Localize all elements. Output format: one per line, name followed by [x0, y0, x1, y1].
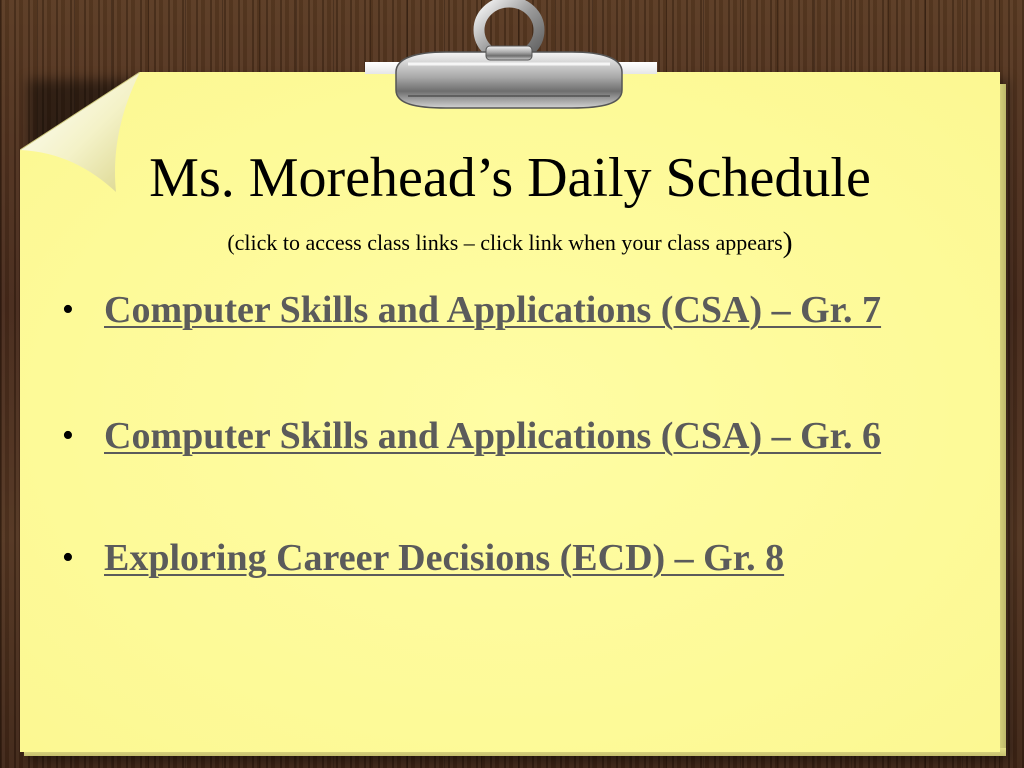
- binder-clip-icon: [386, 0, 632, 112]
- list-item: [62, 282, 962, 338]
- bullet-icon: •: [62, 291, 74, 328]
- instructions-subtitle: [20, 226, 1000, 260]
- subtitle-close-paren: ): [782, 226, 793, 259]
- subtitle-text: (click to access class links – click link when your class appears: [227, 230, 783, 255]
- class-link-list: [62, 282, 962, 656]
- ecd-grade-8-link[interactable]: Exploring Career Decisions (ECD) – Gr. 8: [104, 537, 785, 579]
- csa-grade-7-link[interactable]: Computer Skills and Applications (CSA) – Gr. 7: [104, 289, 882, 331]
- csa-grade-6-link[interactable]: Computer Skills and Applications (CSA) – Gr. 6: [104, 415, 882, 457]
- bullet-icon: •: [62, 417, 74, 454]
- bullet-icon: •: [62, 539, 74, 576]
- list-item: [62, 530, 962, 586]
- page-title: Ms. Morehead’s Daily Schedule: [149, 147, 871, 209]
- list-item: [62, 408, 962, 464]
